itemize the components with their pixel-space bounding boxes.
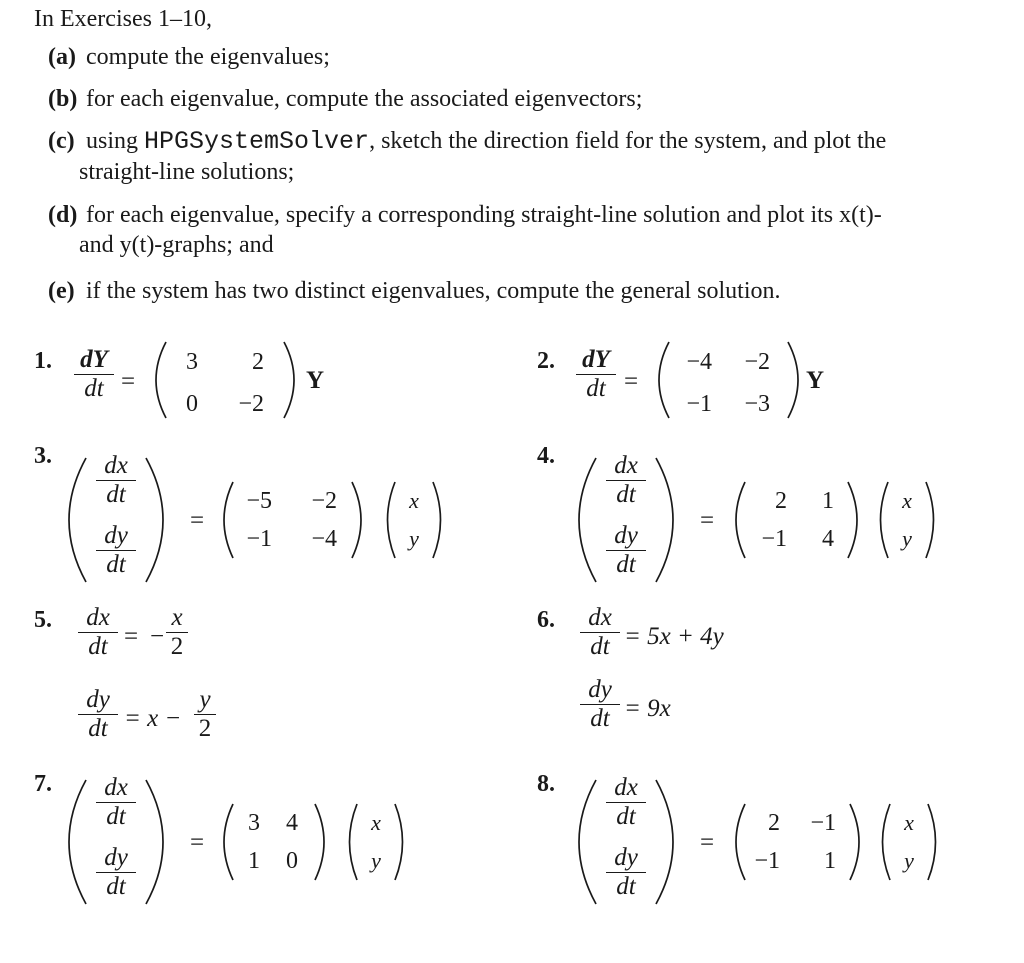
matrix-entry: 0 xyxy=(286,848,298,874)
part-text: for each eigenvalue, compute the associated eigenvectors; xyxy=(86,86,643,112)
denominator: dt xyxy=(616,873,636,901)
equals-sign: = xyxy=(124,623,139,650)
part-label: (b) xyxy=(48,86,78,112)
part-e xyxy=(48,276,781,306)
matrix-entry: −1 xyxy=(761,526,787,552)
numerator: y xyxy=(199,686,211,713)
matrix-entry: 2 xyxy=(775,488,787,514)
denominator: dt xyxy=(88,715,108,743)
dy-dt-fraction xyxy=(96,844,136,901)
matrix-entry: 1 xyxy=(822,488,834,514)
numerator: dy xyxy=(614,844,638,871)
denominator: dt xyxy=(590,633,610,661)
denominator: dt xyxy=(84,375,104,403)
equals-sign: = xyxy=(190,507,205,534)
equals-sign: = xyxy=(190,829,205,856)
numerator: dx xyxy=(104,774,128,801)
rhs-expression: = 9x xyxy=(624,695,671,722)
matrix-entry: −1 xyxy=(810,810,836,836)
dy-dt-fraction xyxy=(580,676,620,733)
exercise-number: 4. xyxy=(537,443,555,469)
exercise-intro: In Exercises 1–10, xyxy=(34,6,212,32)
numerator: dx xyxy=(588,604,612,631)
vector-y: y xyxy=(904,848,914,873)
exercise-number: 5. xyxy=(34,607,52,633)
denominator: dt xyxy=(616,551,636,579)
vector-x: x xyxy=(409,488,419,513)
equals-sign: = xyxy=(624,368,639,395)
matrix-entry: 2 xyxy=(768,810,780,836)
vector-y: y xyxy=(409,526,419,551)
numerator: dy xyxy=(614,522,638,549)
part-text: if the system has two distinct eigenvalues, compute the general solution. xyxy=(86,278,781,304)
matrix-entry: 4 xyxy=(822,526,834,552)
matrix-entry: 1 xyxy=(248,848,260,874)
derivative-fraction xyxy=(74,346,114,403)
matrix-entry: 4 xyxy=(286,810,298,836)
matrix-entry: 2 xyxy=(252,349,264,375)
denominator: dt xyxy=(586,375,606,403)
minus-sign: − xyxy=(150,623,165,650)
dx-dt-fraction xyxy=(606,452,646,509)
derivative-fraction xyxy=(576,346,616,403)
matrix-entry: 0 xyxy=(186,391,198,417)
part-label: (d) xyxy=(48,202,78,228)
exercise-number: 1. xyxy=(34,348,52,374)
dx-dt-fraction xyxy=(78,604,118,661)
part-text-cont: straight-line solutions; xyxy=(79,159,295,185)
numerator: x xyxy=(171,604,183,631)
denominator: dt xyxy=(616,481,636,509)
matrix-entry: −5 xyxy=(246,488,272,514)
rhs-expression: = 5x + 4y xyxy=(624,623,724,650)
vector-x: x xyxy=(371,810,381,835)
part-text-cont: and y(t)-graphs; and xyxy=(79,232,274,258)
exercise-number: 3. xyxy=(34,443,52,469)
part-text: for each eigenvalue, specify a corresponding straight-line solution and plot its x(t)- xyxy=(86,202,882,228)
dx-dt-fraction xyxy=(580,604,620,661)
rhs-fraction xyxy=(194,686,216,743)
part-text: , sketch the direction field for the system, and plot the xyxy=(369,128,887,154)
matrix-entry: −2 xyxy=(744,349,770,375)
denominator: dt xyxy=(590,705,610,733)
matrix-brackets xyxy=(0,0,1,1)
denominator: dt xyxy=(106,481,126,509)
exercise-number: 7. xyxy=(34,771,52,797)
numerator: dy xyxy=(588,676,612,703)
part-c xyxy=(48,126,886,187)
numerator: dx xyxy=(104,452,128,479)
numerator: dy xyxy=(104,844,128,871)
numerator: dx xyxy=(614,452,638,479)
vector-x: x xyxy=(902,488,912,513)
rhs-expression: = x − xyxy=(124,705,182,732)
matrix-entry: −1 xyxy=(246,526,272,552)
part-d xyxy=(48,200,882,260)
exercise-number: 6. xyxy=(537,607,555,633)
dy-dt-fraction xyxy=(96,522,136,579)
dy-dt-fraction xyxy=(606,844,646,901)
dx-dt-fraction xyxy=(606,774,646,831)
part-text: compute the eigenvalues; xyxy=(86,44,330,70)
equals-sign: = xyxy=(700,507,715,534)
numerator: dY xyxy=(80,346,108,373)
matrix-entry: −1 xyxy=(754,848,780,874)
part-label: (c) xyxy=(48,128,75,154)
vector-y: y xyxy=(902,526,912,551)
denominator: 2 xyxy=(198,715,212,743)
denominator: dt xyxy=(106,873,126,901)
part-b xyxy=(48,84,642,114)
denominator: dt xyxy=(616,803,636,831)
numerator: dx xyxy=(614,774,638,801)
numerator: dx xyxy=(86,604,110,631)
denominator: 2 xyxy=(170,633,184,661)
matrix-entry: −1 xyxy=(686,391,712,417)
numerator: dy xyxy=(86,686,110,713)
equals-sign: = xyxy=(700,829,715,856)
software-name: HPGSystemSolver xyxy=(144,127,370,156)
matrix-entry: −4 xyxy=(311,526,337,552)
vector-x: x xyxy=(904,810,914,835)
vector-y: Y xyxy=(306,367,325,394)
matrix-entry: 3 xyxy=(186,349,198,375)
part-label: (e) xyxy=(48,278,75,304)
exercise-number: 2. xyxy=(537,348,555,374)
dy-dt-fraction xyxy=(78,686,118,743)
denominator: dt xyxy=(106,551,126,579)
matrix-entry: −2 xyxy=(311,488,337,514)
vector-y: y xyxy=(371,848,381,873)
denominator: dt xyxy=(106,803,126,831)
denominator: dt xyxy=(88,633,108,661)
part-a xyxy=(48,42,330,72)
rhs-fraction xyxy=(166,604,188,661)
dx-dt-fraction xyxy=(96,452,136,509)
matrix-entry: 3 xyxy=(248,810,260,836)
equals-sign: = xyxy=(121,368,136,395)
numerator: dY xyxy=(582,346,610,373)
numerator: dy xyxy=(104,522,128,549)
dy-dt-fraction xyxy=(606,522,646,579)
matrix-entry: −3 xyxy=(744,391,770,417)
matrix-entry: 1 xyxy=(824,848,836,874)
exercise-number: 8. xyxy=(537,771,555,797)
matrix-entry: −2 xyxy=(238,391,264,417)
part-label: (a) xyxy=(48,44,76,70)
vector-y: Y xyxy=(806,367,825,394)
dx-dt-fraction xyxy=(96,774,136,831)
matrix-entry: −4 xyxy=(686,349,712,375)
part-text: using xyxy=(86,128,145,154)
